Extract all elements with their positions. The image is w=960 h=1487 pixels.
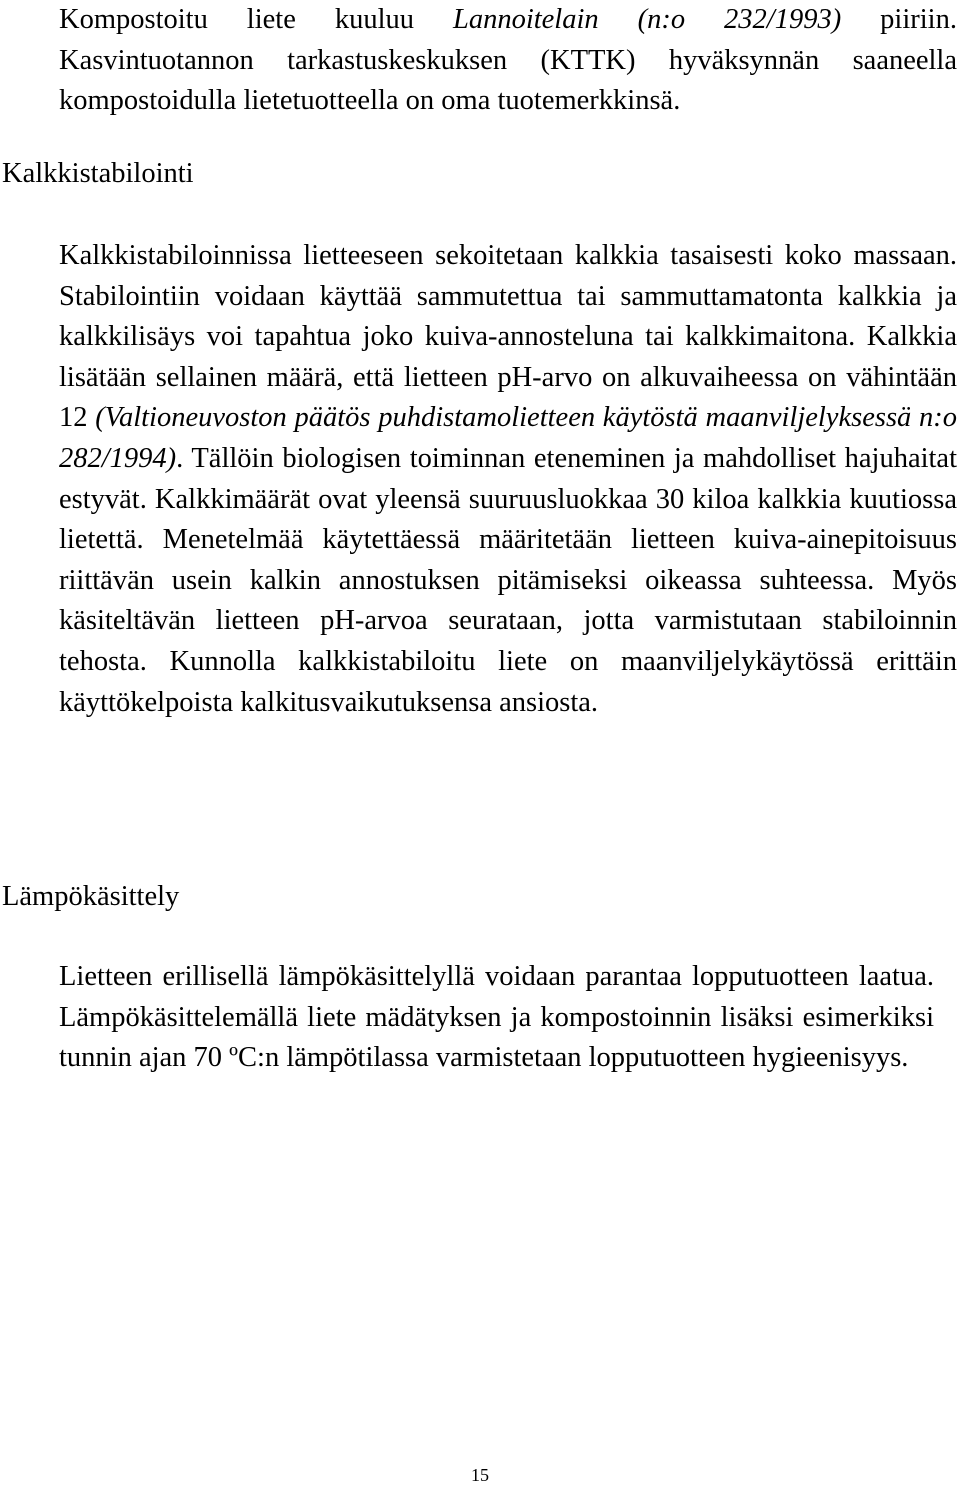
paragraph-text: Lietteen erillisellä lämpökäsittelyllä voidaan parantaa lopputuotteen laatua. Lämpökäsittelemällä liete mädätyksen ja kompostoinnin lisäksi esimerkiksi tunnin ajan 70 ºC:n lämpötilassa varmistetaan lopputuotteen hygieenisyys. — [59, 961, 934, 1074]
page-number: 15 — [471, 1465, 489, 1485]
section-heading-heat-treatment: Lämpökäsittely — [2, 881, 180, 912]
law-reference: Lannoitelain (n:o 232/1993) — [452, 4, 842, 35]
paragraph-text: . Tällöin biologisen toiminnan eteneminen ja mahdolliset hajuhaitat estyvät. Kalkkimäärät ovat yleensä suuruusluokkaa 30 kiloa kalkkia kuutiossa lietettä. Menetelmää käytettäessä määritetään lietteen kuiva-ainepitoisuus riittävän usein kalkin annostuksen pitämiseksi oikeassa suhteessa. Myös käsiteltävän lietteen pH-arvoa seurataan, jotta varmistutaan stabiloinnin tehosta. Kunnolla kalkkistabiloitu liete on maanviljelykäytössä erittäin käyttökelpoista kalkitusvaikutuksensa ansiosta. — [59, 442, 957, 718]
decision-reference: (Valtioneuvoston päätös puhdistamolietteen käytöstä maanviljelyksessä n:o 282/1994) — [59, 402, 957, 474]
paragraph-compost-regulation — [59, 0, 957, 122]
section-heading-lime-stabilization: Kalkkistabilointi — [2, 158, 194, 189]
paragraph-text: Kalkkistabiloinnissa lietteeseen sekoitetaan kalkkia tasaisesti koko massaan. Stabilointiin voidaan käyttää sammutettua tai sammuttamatonta kalkkia ja kalkkilisäys voi tapahtua joko kuiva-annosteluna tai kalkkimaitona. Kalkkia lisätään sellainen määrä, että lietteen pH-arvo on alkuvaiheessa on vähintään 12 — [59, 240, 957, 434]
paragraph-lime-stabilization — [59, 236, 957, 723]
paragraph-text: Kompostoitu liete kuuluu — [59, 4, 453, 35]
paragraph-text: piiriin. Kasvintuotannon tarkastuskeskuksen (KTTK) hyväksynnän saaneella kompostoidulla lietetuotteella on oma tuotemerkkinsä. — [59, 4, 957, 117]
paragraph-heat-treatment — [59, 957, 934, 1079]
